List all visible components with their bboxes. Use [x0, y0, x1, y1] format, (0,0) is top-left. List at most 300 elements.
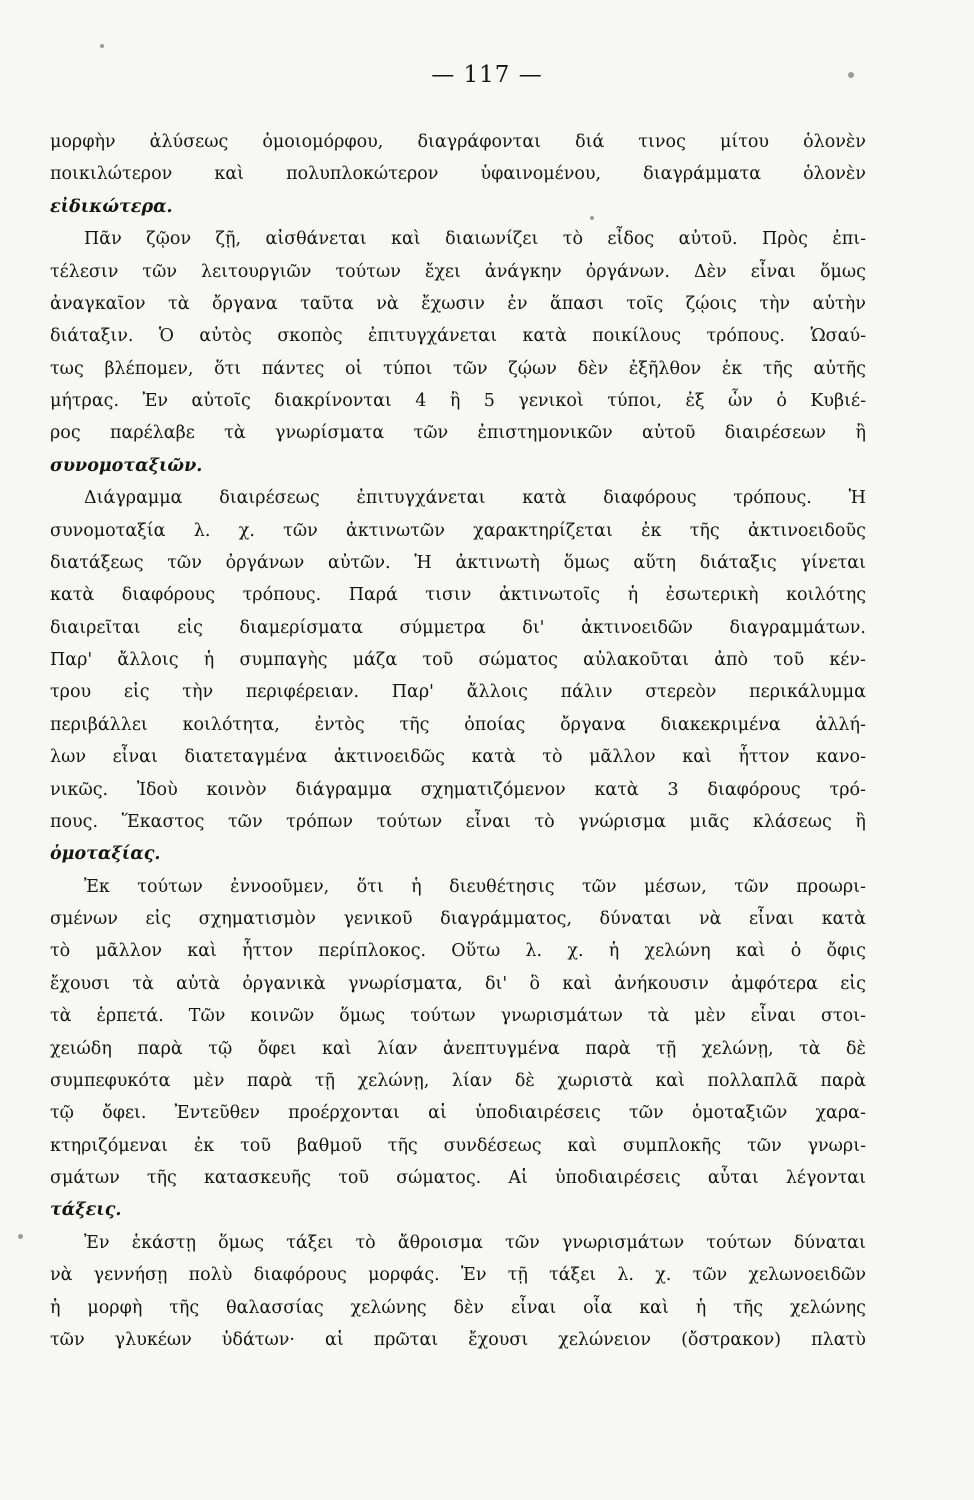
word: ἡ [50, 1297, 61, 1318]
word: ζῇ, [215, 229, 242, 250]
word: Πᾶν [84, 229, 122, 250]
ink-speck [590, 216, 594, 220]
word: κατὰ [471, 747, 516, 768]
word: ἄλλοις [466, 682, 528, 703]
word: διαγραμμάτων. [729, 617, 866, 638]
word: κοινὸν [206, 779, 267, 800]
word: χελώνης [350, 1297, 427, 1318]
text-line [50, 676, 866, 708]
word: μᾶλλον [589, 747, 656, 768]
text-line [50, 1000, 866, 1032]
word: συνομοταξία [50, 520, 166, 541]
word: δὲν [577, 358, 609, 379]
page-number: — 117 — [431, 62, 543, 88]
word: ἀκτινοειδῶν [581, 617, 693, 638]
word: πάλιν [560, 682, 613, 703]
word: λ. [525, 941, 543, 962]
word: λειτουργιῶν [201, 261, 312, 282]
word: Ἰδοὺ [136, 779, 178, 800]
word: μήτρας. [50, 391, 120, 411]
word: ἢ [449, 391, 461, 411]
word: διακεκριμένα [660, 714, 781, 735]
word: σώματος [478, 650, 558, 670]
word: εἰς [840, 973, 866, 994]
text-line [50, 353, 866, 385]
word: ἐκ [721, 358, 743, 379]
word: τῆς [733, 1297, 764, 1318]
word: σχηματιζόμενον [420, 779, 566, 800]
word: Τῶν [188, 1006, 226, 1027]
word: ἧττον [738, 747, 790, 768]
word: τὴν [759, 293, 791, 314]
word: αὐτοῦ. [678, 229, 738, 250]
word: ὄφει [257, 1038, 297, 1059]
word: χειώδη [50, 1038, 112, 1059]
word: τὸ [534, 811, 555, 832]
word: χ. [238, 520, 255, 541]
word: τὰ [799, 1038, 821, 1059]
word: τῇ [314, 1070, 336, 1091]
word: γνωρισμάτων [500, 1006, 623, 1027]
word: αὕτη [633, 552, 676, 573]
word: χαρακτηρίζεται [473, 520, 613, 541]
text-line [50, 1292, 866, 1324]
word: χελώνης [789, 1297, 866, 1318]
text-line: τάξεις. [50, 1200, 122, 1221]
word: Παρά [348, 585, 398, 606]
word: σμένων [50, 909, 118, 929]
word: προωρι- [796, 876, 866, 897]
word: τύποι, [607, 391, 662, 411]
word: νὰ [50, 1265, 73, 1286]
word: διαμερίσματα [239, 617, 363, 638]
word: τῶν [747, 1135, 782, 1156]
word: τοῦ [773, 650, 805, 670]
word: διευθέτησις [449, 876, 555, 897]
word: ἢ [855, 423, 866, 444]
word: χελωνοειδῶν [748, 1265, 866, 1286]
word: πλατὺ [811, 1329, 866, 1350]
word: ἡ [627, 585, 639, 606]
word: τρό- [829, 779, 866, 800]
text-line [50, 644, 866, 676]
word: ὅτι [214, 358, 242, 379]
word: ὅμως [339, 1006, 386, 1027]
word: Δὲν [693, 261, 727, 282]
word: γενικοὶ [518, 391, 584, 411]
word: τρόπους. [242, 585, 322, 606]
word: νὰ [376, 293, 399, 314]
text-line [50, 320, 866, 352]
word: τρου [50, 682, 92, 703]
word: ἀμφότερα [731, 973, 818, 994]
word: Διάγραμμα [84, 488, 183, 509]
word: μορφὴ [87, 1297, 143, 1318]
text-line [50, 1033, 866, 1065]
word: κλάσεως [752, 811, 832, 832]
text-line [50, 935, 866, 967]
word: αὐτὰ [176, 973, 221, 994]
word: αἰσθάνεται [265, 229, 367, 250]
text-line [50, 612, 866, 644]
word: διαφόρους [707, 779, 801, 800]
word: αὐτοῦ [642, 423, 696, 444]
word: αὐτὸς [199, 326, 252, 347]
word: ποικιλώτερον [50, 164, 173, 185]
text-line [50, 1259, 866, 1291]
text-line [50, 515, 866, 547]
word: καὶ [655, 1070, 685, 1091]
word: εἶναι [465, 811, 511, 832]
word: καὶ [214, 164, 244, 185]
word: μέσων, [643, 876, 707, 897]
word: τισιν [425, 585, 472, 606]
word: ὅτι [356, 876, 384, 897]
word: Αἱ [508, 1168, 528, 1188]
word: αἱ [325, 1329, 344, 1350]
word: αὐτῶν. [328, 552, 391, 573]
word: εἶδος [607, 229, 655, 250]
word: καὶ [567, 1135, 598, 1156]
word: κατὰ [50, 585, 95, 606]
text-line [50, 547, 866, 579]
word: ἡ [695, 1297, 707, 1318]
word: τοῦ [338, 1168, 370, 1188]
word: Πρὸς [761, 229, 808, 250]
word: ἀκτινοειδοῦς [747, 520, 866, 541]
word: ἐσωτερικὴ [665, 585, 759, 606]
word: γνωρίσματα, [348, 973, 463, 994]
word: κατὰ [522, 488, 567, 509]
word: ἐν [507, 293, 528, 314]
word: ζῴοις [685, 293, 737, 314]
word: διαγράμματος, [440, 909, 573, 929]
word: τως [50, 358, 84, 379]
word: μορφὴν [50, 132, 116, 152]
word: τὰ [132, 973, 154, 994]
word: Ἐν [84, 1232, 110, 1253]
word: καὶ [321, 1038, 352, 1059]
word: γενικοῦ [343, 909, 413, 929]
word: κοινῶν [250, 1006, 315, 1027]
word: τὴν [182, 682, 214, 703]
word: χ. [655, 1265, 672, 1286]
word: Ἕκαστος [121, 811, 205, 832]
word: 3 [667, 779, 679, 800]
word: νὰ [699, 909, 722, 929]
word: τῶν [734, 876, 769, 897]
text-line [50, 385, 866, 417]
word: τῆς [146, 1168, 177, 1188]
word: τῇ [656, 1038, 677, 1059]
text-line [50, 417, 866, 449]
word: ὁ [776, 391, 787, 411]
word: τῶν [283, 520, 318, 541]
word: ἅπασι [549, 293, 604, 314]
word: Ὡσαύ- [810, 326, 866, 347]
word: τρόπους. [706, 326, 785, 347]
word: Οὕτω [451, 941, 501, 962]
word: 5 [483, 391, 495, 411]
word: τῶν [167, 552, 202, 573]
word: τὸ [542, 747, 563, 768]
word: κατασκευῆς [203, 1168, 312, 1188]
word: ἀκτινωτοῖς [498, 585, 601, 606]
text-line: ὁμοταξίας. [50, 844, 161, 865]
word: χελώνῃ, [357, 1070, 430, 1091]
word: Κυβιέ- [810, 391, 866, 411]
word: εἶναι [510, 1297, 557, 1318]
text-line [50, 1065, 866, 1097]
word: ὅμως [218, 1232, 265, 1253]
word: τὸ [355, 1232, 376, 1253]
word: τῶν [505, 1232, 540, 1253]
word: χαρα- [815, 1103, 866, 1124]
word: τάξει [549, 1265, 597, 1286]
text-line [50, 1227, 866, 1259]
word: δύναται [793, 1232, 866, 1253]
word: τάξει [286, 1232, 334, 1253]
word: διαγράφονται [417, 132, 542, 152]
word: ἐπι- [832, 229, 866, 250]
word: μίτου [719, 132, 770, 152]
word: ὃ [529, 973, 541, 994]
word: ταῦτα [300, 293, 354, 314]
word: στερεὸν [645, 682, 717, 703]
text-line [50, 806, 866, 838]
word: περικάλυμμα [749, 682, 866, 703]
text-line [50, 1162, 866, 1194]
word: εἶναι [750, 1006, 796, 1027]
word: ἐξ [685, 391, 705, 411]
word: ἧττον [242, 941, 294, 962]
word: θαλασσίας [226, 1297, 324, 1318]
word: τοῦ [422, 650, 454, 670]
word: ἀνάγκην [484, 261, 562, 282]
word: ἐννοοῦμεν, [230, 876, 330, 897]
word: στοι- [820, 1006, 866, 1027]
word: ἔχουσι [468, 1329, 529, 1350]
word: πρῶται [373, 1329, 439, 1350]
word: σμάτων [50, 1168, 120, 1188]
word: ὄφις [826, 941, 866, 962]
word: λων [50, 747, 86, 768]
word: τῶν [452, 358, 488, 379]
word: ἐπιτυγχάνεται [356, 488, 486, 509]
word: ἀναγκαῖον [50, 293, 146, 314]
text-line [50, 1130, 866, 1162]
word: κατὰ [821, 909, 866, 929]
word: μάζα [352, 650, 398, 670]
word: ἑρπετά. [96, 1006, 164, 1027]
word: Παρ' [391, 682, 434, 703]
word: σχηματισμὸν [198, 909, 316, 929]
word: ἀκτινοειδῶς [333, 747, 445, 768]
word: Ἡ [848, 488, 866, 509]
word: ὁμοιομόρφου, [262, 132, 384, 152]
text-line [50, 482, 866, 514]
word: τῷ [208, 1038, 233, 1059]
word: αἱ [428, 1103, 447, 1124]
word: χωριστὰ [557, 1070, 633, 1091]
text-line [50, 223, 866, 255]
word: εἶναι [750, 261, 796, 282]
word: καὶ [735, 941, 766, 962]
text-line [50, 968, 866, 1000]
word: ἐκ [193, 1135, 215, 1156]
word: τὰ [647, 1006, 670, 1027]
word: μὲν [192, 1070, 225, 1091]
ink-speck [18, 1234, 23, 1239]
word: γνωρι- [807, 1135, 866, 1156]
word: ὅμως [819, 261, 866, 282]
word: δὲν [453, 1297, 485, 1318]
word: ὑδάτων· [221, 1329, 295, 1350]
text-line: συνομοταξιῶν. [50, 455, 203, 476]
word: δι' [522, 617, 545, 638]
word: κτηριζόμεναι [50, 1135, 169, 1156]
word: ἐπιστημονικῶν [477, 423, 613, 444]
word: διά [575, 132, 605, 152]
word: παρὰ [137, 1038, 183, 1059]
word: διατάξεως [50, 552, 144, 573]
word: ἀλύσεως [149, 132, 229, 152]
word: ὁλονὲν [803, 164, 866, 185]
word: ἀλλή- [815, 714, 866, 735]
word: γνωρίσματα [275, 423, 385, 444]
word: Ἐν [460, 1265, 487, 1286]
word: διάγραμμα [295, 779, 392, 800]
word: δὲ [514, 1070, 535, 1091]
word: καὶ [562, 973, 592, 994]
word: τὰ [168, 293, 190, 314]
word: ὑποδιαιρέσεις [475, 1103, 601, 1124]
word: καὶ [187, 941, 217, 962]
word: ὀργάνων. [585, 261, 670, 282]
word: τῶν [629, 1103, 664, 1124]
word: βαθμοῦ [296, 1135, 362, 1156]
word: τῷ [50, 1103, 74, 1124]
ink-speck [100, 44, 104, 48]
word: τύποι [383, 358, 433, 379]
word: εἰς [177, 617, 203, 638]
word: αὐτῆς [813, 358, 866, 379]
word: βλέπομεν, [104, 358, 194, 379]
word: διάταξιν. [50, 326, 134, 347]
word: τῶν [50, 1329, 85, 1350]
word: Ὁ [158, 326, 174, 347]
text-line [50, 774, 866, 806]
text-line [50, 288, 866, 320]
word: κοιλότης [786, 585, 866, 606]
word: ἡ [411, 876, 422, 897]
word: διαιρέσεων [724, 423, 827, 444]
word: συμπλοκῆς [622, 1135, 722, 1156]
word: διαιρέσεως [219, 488, 320, 509]
word: δύναται [599, 909, 672, 929]
word: Ἡ [414, 552, 432, 573]
text-line [50, 741, 866, 773]
word: συμπαγὴς [239, 650, 328, 670]
word: τῇ [507, 1265, 528, 1286]
word: ρος [50, 423, 81, 444]
body-text [50, 126, 866, 1356]
word: ὁ [790, 941, 802, 962]
word: τούτων [410, 1006, 476, 1027]
word: τοῦ [240, 1135, 271, 1156]
text-line [50, 256, 866, 288]
word: παρὰ [585, 1038, 631, 1059]
word: μὲν [694, 1006, 726, 1027]
text-line [50, 1097, 866, 1129]
word: ἀκτινωτῶν [346, 520, 445, 541]
word: αὐτὴν [812, 293, 866, 314]
word: Ἐντεῦθεν [174, 1103, 260, 1124]
word: ἢ [855, 811, 866, 832]
text-line [50, 709, 866, 741]
word: περιβάλλει [50, 714, 148, 735]
word: τούτων [137, 876, 203, 897]
word: μᾶλλον [95, 941, 163, 962]
word: τὰ [224, 423, 246, 444]
text-line [50, 126, 866, 158]
word: τῶν [142, 261, 177, 282]
word: ὄργανα [212, 293, 278, 314]
word: ὁλονὲν [803, 132, 866, 152]
word: 4 [415, 391, 427, 411]
word: ἀνεπτυγμένα [442, 1038, 560, 1059]
word: διαφόρους [603, 488, 697, 509]
word: νικῶς. [50, 779, 109, 800]
word: γνώρισμα [578, 811, 666, 832]
word: ἡ [203, 650, 215, 670]
word: χελώνη [644, 941, 711, 962]
word: πολλαπλᾶ [707, 1070, 798, 1091]
word: τρόπων [286, 811, 354, 832]
text-line: εἰδικώτερα. [50, 196, 173, 217]
word: συμπεφυκότα [50, 1070, 171, 1091]
word: καὶ [391, 229, 421, 250]
word: σκοπὸς [277, 326, 343, 347]
word: ἡ [608, 941, 620, 962]
word: εἰς [123, 682, 150, 703]
word: χελώνῃ, [701, 1038, 774, 1059]
word: μιᾶς [689, 811, 730, 832]
word: διαφόρους [253, 1265, 347, 1286]
word: ἀκτινωτὴ [455, 552, 540, 573]
word: γίνεται [800, 552, 866, 573]
word: εἶναι [112, 747, 158, 768]
word: ἐξῆλθον [628, 358, 702, 379]
text-line [50, 903, 866, 935]
word: τῶν [413, 423, 449, 444]
word: διακρίνονται [274, 391, 392, 411]
word: παρέλαβε [110, 423, 195, 444]
word: ὄφει. [102, 1103, 147, 1124]
word: τούτων [335, 261, 401, 282]
word: ζῷον [146, 229, 192, 250]
word: πολυπλοκώτερον [286, 164, 439, 185]
word: κέν- [829, 650, 866, 670]
word: τινος [638, 132, 686, 152]
word: ἄθροισμα [397, 1232, 484, 1253]
word: Ἐν [142, 391, 169, 411]
word: σύμμετρα [399, 617, 486, 638]
word: κανο- [816, 747, 866, 768]
word: ἐπιτυγχάνεται [368, 326, 498, 347]
word: δὲ [846, 1038, 866, 1059]
word: ἔχουσι [50, 973, 110, 994]
